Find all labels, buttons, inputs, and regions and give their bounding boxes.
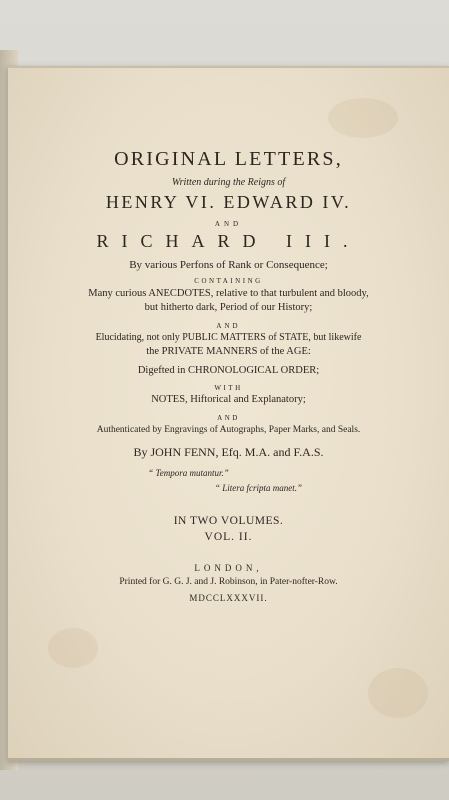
volumes-line: IN TWO VOLUMES. xyxy=(173,515,284,527)
notes-line: NOTES, Hiftorical and Explanatory; xyxy=(151,394,306,405)
place-line: LONDON, xyxy=(194,563,263,573)
authenticated-line: Authenticated by Engravings of Autographs, Paper Marks, and Seals. xyxy=(96,425,361,435)
volume-number: VOL. II. xyxy=(204,531,253,543)
paper-stain xyxy=(368,668,428,718)
book-title: ORIGINAL LETTERS, xyxy=(114,148,343,170)
richard-line: RICHARD III. xyxy=(96,231,361,251)
and-divider: AND xyxy=(214,220,243,228)
and-divider: AND xyxy=(217,414,240,422)
with-divider: WITH xyxy=(214,384,243,392)
title-page xyxy=(8,66,449,761)
paper-stain xyxy=(48,628,98,668)
anecdotes-line-2: but hitherto dark, Period of our History; xyxy=(144,302,313,313)
and-divider: AND xyxy=(216,322,241,330)
persons-line: By various Perfons of Rank or Consequence; xyxy=(129,259,328,271)
kings-line: HENRY VI. EDWARD IV. xyxy=(105,192,352,212)
paper-stain xyxy=(328,98,398,138)
printer-line: Printed for G. G. J. and J. Robinson, in Pater-nofter-Row. xyxy=(119,577,338,587)
motto-1: “ Tempora mutantur.” xyxy=(148,468,229,478)
elucidating-line-2: the PRIVATE MANNERS of the AGE: xyxy=(146,346,311,357)
written-during-line: Written during the Reigns of xyxy=(171,177,286,188)
motto-2: “ Litera fcripta manet.” xyxy=(214,483,302,493)
elucidating-line-1: Elucidating, not only PUBLIC MATTERS of STATE, but likewife xyxy=(95,332,362,343)
containing-divider: CONTAINING xyxy=(194,277,263,285)
digested-line: Digefted in CHRONOLOGICAL ORDER; xyxy=(137,365,320,376)
anecdotes-line-1: Many curious ANECDOTES, relative to that turbulent and bloody, xyxy=(88,288,369,299)
author-line: By JOHN FENN, Efq. M.A. and F.A.S. xyxy=(133,445,324,459)
date-line: MDCCLXXXVII. xyxy=(189,593,268,603)
